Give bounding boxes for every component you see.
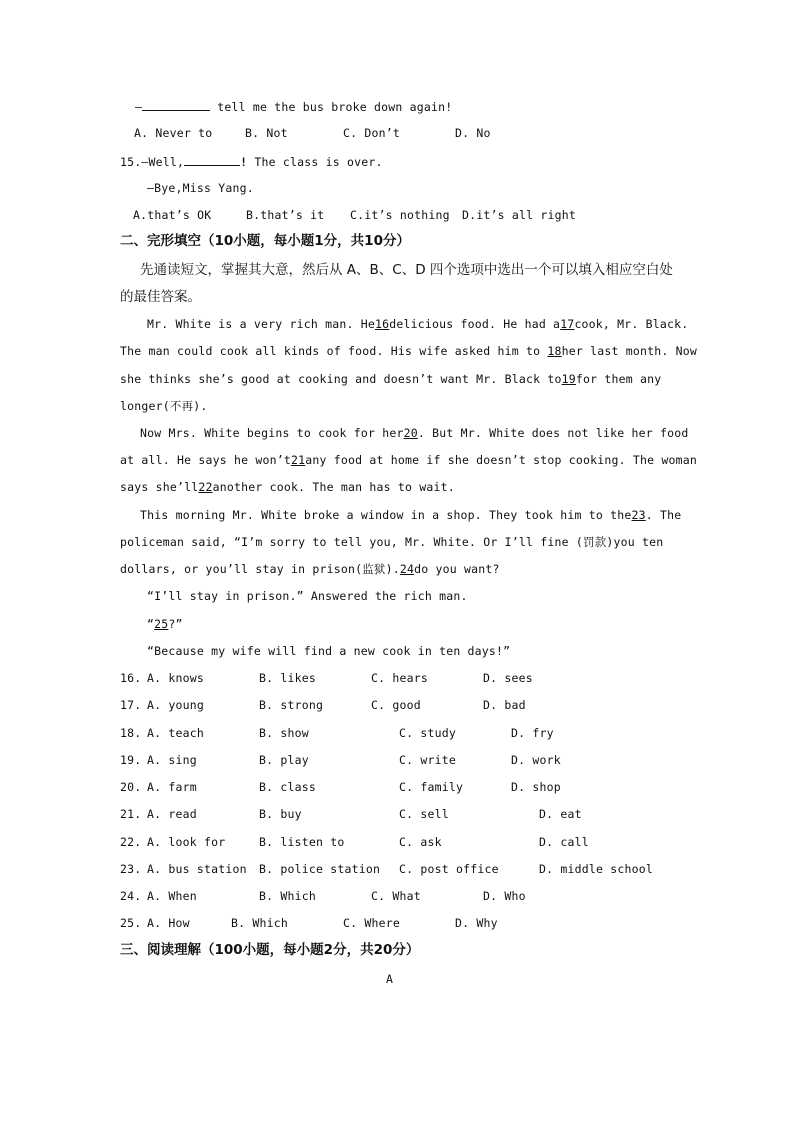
option-b: B. listen to [259, 835, 345, 849]
passage-line [147, 316, 688, 332]
option-c: C. What [371, 889, 421, 903]
text: . The [645, 508, 682, 522]
question-number: 19. [120, 753, 142, 767]
option-c: C. ask [399, 835, 442, 849]
passage-line [140, 507, 681, 523]
blank-21: 21 [290, 453, 306, 467]
option-b: B. Not [245, 126, 288, 140]
answer-blank [184, 153, 240, 166]
option-c: C. sell [399, 807, 449, 821]
option-d: D. work [511, 753, 561, 767]
option-b: B. strong [259, 698, 324, 712]
passage-line: policeman said, “I’m sorry to tell you, Mr. White. Or I’ll fine (罚款)you ten [120, 535, 664, 549]
option-d: D. Who [483, 889, 526, 903]
instruction-line-1: 先通读短文，掌握其大意，然后从 A、B、C、D 四个选项中选出一个可以填入相应空白处 [140, 262, 673, 278]
passage-line [120, 479, 455, 495]
text: ?” [168, 617, 183, 631]
instruction-line-2: 的最佳答案。 [120, 289, 201, 305]
option-c: C. Where [343, 916, 400, 930]
option-d: D. call [539, 835, 589, 849]
text: for them any [575, 372, 662, 386]
text: This morning Mr. White broke a window in a shop. They took him to the [140, 508, 632, 522]
text: dollars, or you’ll stay in prison(监狱). [120, 562, 400, 576]
question-number: 23. [120, 862, 142, 876]
text: her last month. Now [561, 344, 698, 358]
option-b: B. show [259, 726, 309, 740]
option-a: A. When [147, 889, 197, 903]
passage-line [120, 371, 661, 387]
blank-19: 19 [561, 372, 576, 386]
passage-line [140, 425, 689, 441]
option-d: D. fry [511, 726, 554, 740]
dash: — [135, 100, 143, 114]
option-b: B. Which [231, 916, 288, 930]
question-number: 15. [120, 155, 142, 169]
passage-line [120, 561, 500, 577]
option-a: A. young [147, 698, 204, 712]
option-a: A. sing [147, 753, 197, 767]
q14-stem [135, 98, 452, 115]
option-c: C. post office [399, 862, 499, 876]
option-b: B. buy [259, 807, 302, 821]
option-c: C. good [371, 698, 421, 712]
option-c: C. family [399, 780, 464, 794]
option-c: C. write [399, 753, 456, 767]
text: at all. He says he won’t [120, 453, 291, 467]
answer-blank [142, 98, 210, 111]
option-a: A. How [147, 916, 190, 930]
option-a: A. Never to [134, 126, 213, 140]
option-a: A. read [147, 807, 197, 821]
text: another cook. The man has to wait. [212, 480, 455, 494]
text: Now Mrs. White begins to cook for her [140, 426, 404, 440]
text: “ [147, 617, 155, 631]
text: Mr. White is a very rich man. He [147, 317, 375, 331]
text: . But Mr. White does not like her food [417, 426, 689, 440]
passage-line [147, 616, 183, 632]
option-c: C. study [399, 726, 456, 740]
q15-stem [120, 153, 383, 170]
q15-line-b: The class is over. [254, 155, 383, 169]
option-b: B. Which [259, 889, 316, 903]
option-c: C. hears [371, 671, 428, 685]
option-d: D. sees [483, 671, 533, 685]
option-a: A. look for [147, 835, 226, 849]
blank-20: 20 [403, 426, 418, 440]
option-a: A. bus station [147, 862, 247, 876]
passage-label: A [386, 972, 394, 986]
question-number: 16. [120, 671, 142, 685]
blank-24: 24 [399, 562, 415, 576]
question-number: 25. [120, 916, 142, 930]
text: delicious food. He had a [389, 317, 561, 331]
exclamation: ! [240, 155, 248, 169]
blank-16: 16 [374, 317, 390, 331]
section-heading: 三、阅读理解（100小题，每小题2分，共20分） [120, 942, 420, 958]
text: any food at home if she doesn’t stop cooking. The woman [305, 453, 698, 467]
text: cook, Mr. Black. [574, 317, 689, 331]
passage-line [120, 343, 697, 359]
blank-23: 23 [631, 508, 646, 522]
question-number: 21. [120, 807, 142, 821]
text: The man could cook all kinds of food. His wife asked him to [120, 344, 541, 358]
option-b: B. class [259, 780, 316, 794]
q15-reply: —Bye,Miss Yang. [147, 181, 254, 195]
section-heading: 二、完形填空（10小题，每小题1分，共10分） [120, 233, 410, 249]
option-a: A. farm [147, 780, 197, 794]
option-d: D. bad [483, 698, 526, 712]
option-d: D. No [455, 126, 491, 140]
option-b: B. police station [259, 862, 381, 876]
question-number: 17. [120, 698, 142, 712]
option-a: A. knows [147, 671, 204, 685]
blank-17: 17 [560, 317, 575, 331]
option-b: B.that’s it [246, 208, 325, 222]
option-c: C. Don’t [343, 126, 400, 140]
option-a: A. teach [147, 726, 204, 740]
question-number: 18. [120, 726, 142, 740]
option-d: D. middle school [539, 862, 653, 876]
blank-25: 25 [154, 617, 169, 631]
passage-line: “Because my wife will find a new cook in ten days!” [147, 644, 511, 658]
option-d: D. eat [539, 807, 582, 821]
blank-18: 18 [547, 344, 562, 358]
q14-text: tell me the bus broke down again! [217, 100, 453, 114]
passage-line [120, 452, 697, 468]
option-d: D. shop [511, 780, 561, 794]
passage-line: longer(不再). [120, 399, 208, 413]
option-a: A.that’s OK [133, 208, 212, 222]
blank-22: 22 [198, 480, 213, 494]
option-d: D. Why [455, 916, 498, 930]
question-number: 24. [120, 889, 142, 903]
option-b: B. likes [259, 671, 316, 685]
q15-line-a: —Well, [141, 155, 185, 169]
question-number: 22. [120, 835, 142, 849]
text: she thinks she’s good at cooking and doesn’t want Mr. Black to [120, 372, 562, 386]
option-b: B. play [259, 753, 309, 767]
text: says she’ll [120, 480, 199, 494]
question-number: 20. [120, 780, 142, 794]
option-d: D.it’s all right [462, 208, 576, 222]
option-c: C.it’s nothing [350, 208, 450, 222]
text: do you want? [414, 562, 500, 576]
passage-line: “I’ll stay in prison.” Answered the rich man. [147, 589, 468, 603]
